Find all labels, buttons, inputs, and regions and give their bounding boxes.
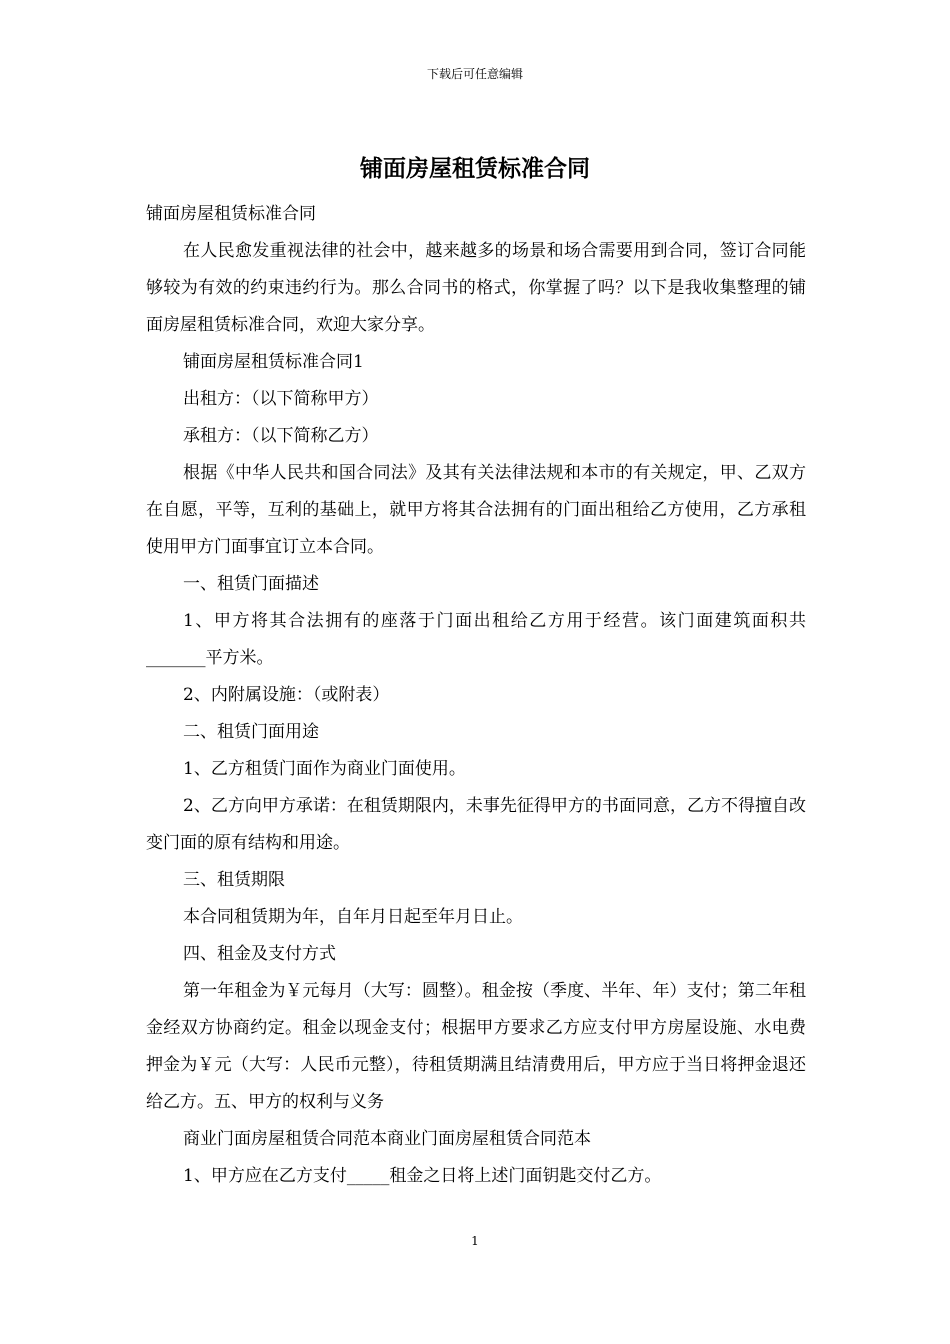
clause-paragraph: 1、甲方应在乙方支付_____租金之日将上述门面钥匙交付乙方。	[183, 1166, 662, 1186]
section-heading-4: 四、租金及支付方式	[183, 944, 336, 964]
clause-paragraph: 商业门面房屋租赁合同范本商业门面房屋租赁合同范本	[183, 1129, 591, 1149]
clause-paragraph: 1、乙方租赁门面作为商业门面使用。	[183, 759, 466, 779]
clause-paragraph: 第一年租金为￥元每月（大写：圆整）。租金按（季度、半年、年）支付；第二年租金经双方协商约定。租金以现金支付；根据甲方要求乙方应支付甲方房屋设施、水电费押金为￥元（大写：人民币元整），待租赁期满且结清费用后，甲方应于当日将押金退还给乙方。五、甲方的权利与义务	[146, 981, 806, 1112]
basis-paragraph: 根据《中华人民共和国合同法》及其有关法律法规和本市的有关规定，甲、乙双方在自愿，平等，互利的基础上，就甲方将其合法拥有的门面出租给乙方使用，乙方承租使用甲方门面事宜订立本合同。	[146, 463, 806, 557]
contract-heading: 铺面房屋租赁标准合同1	[183, 352, 364, 372]
clause-paragraph: 本合同租赁期为年，自年月日起至年月日止。	[183, 907, 523, 927]
document-body	[146, 196, 806, 1195]
section-heading-1: 一、租赁门面描述	[183, 574, 319, 594]
page-header-note: 下载后可任意编辑	[426, 67, 523, 81]
section-heading-2: 二、租赁门面用途	[183, 722, 319, 742]
clause-paragraph: 2、内附属设施：（或附表）	[183, 685, 390, 705]
lessor-line: 出租方：（以下简称甲方）	[183, 389, 379, 409]
lessee-line: 承租方：（以下简称乙方）	[183, 426, 379, 446]
clause-paragraph: 2、乙方向甲方承诺：在租赁期限内，未事先征得甲方的书面同意，乙方不得擅自改变门面的原有结构和用途。	[146, 796, 806, 853]
document-title: 铺面房屋租赁标准合同	[360, 155, 590, 182]
subtitle-paragraph: 铺面房屋租赁标准合同	[146, 204, 316, 224]
intro-paragraph: 在人民愈发重视法律的社会中，越来越多的场景和场合需要用到合同，签订合同能够较为有效的约束违约行为。那么合同书的格式，你掌握了吗？以下是我收集整理的铺面房屋租赁标准合同，欢迎大家分享。	[146, 241, 806, 335]
clause-paragraph: 1、甲方将其合法拥有的座落于门面出租给乙方用于经营。该门面建筑面积共_______平方米。	[146, 611, 806, 668]
section-heading-3: 三、租赁期限	[183, 870, 285, 890]
page-number: 1	[471, 1234, 479, 1248]
